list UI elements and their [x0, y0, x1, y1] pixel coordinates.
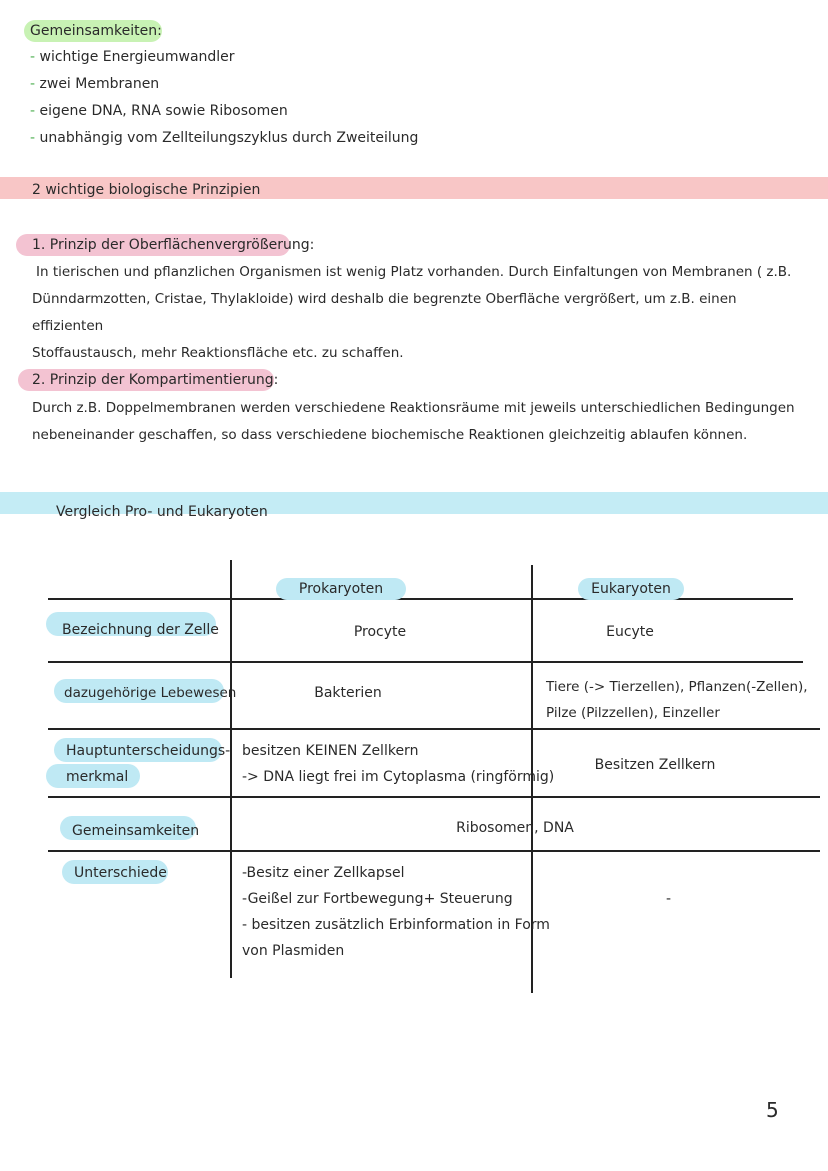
cell-both-gemeinsamkeiten: Ribosomen, DNA — [456, 820, 574, 836]
cell-line: von Plasmiden — [242, 943, 345, 959]
p1-line: Dünndarmzotten, Cristae, Thylakloide) wird deshalb die begrenzte Oberfläche vergrößert, um z.B. einen effizienten — [32, 291, 737, 334]
p2-line: Durch z.B. Doppelmembranen werden verschiedene Reaktionsräume mit jeweils unterschiedlichen Bedingungen — [32, 400, 795, 416]
cell-line: -Geißel zur Fortbewegung+ Steuerung — [242, 891, 513, 907]
col-header-eukaryoten: Eukaryoten — [591, 581, 671, 597]
list-item-text: eigene DNA, RNA sowie Ribosomen — [39, 103, 288, 119]
page-number: 5 — [766, 1098, 779, 1122]
cell-line: Hauptunterscheidungs- — [66, 743, 231, 759]
list-item-text: zwei Membranen — [39, 76, 160, 92]
p1-line: Stoffaustausch, mehr Reaktionsfläche etc. zu schaffen. — [32, 345, 404, 361]
cell-line: -> DNA liegt frei im Cytoplasma (ringförmig) — [242, 769, 555, 785]
cell-eu-hauptmerkmal: Besitzen Zellkern — [594, 757, 716, 773]
p2-heading: 2. Prinzip der Kompartimentierung: — [32, 372, 279, 388]
row-label-lebewesen: dazugehörige Lebewesen — [64, 685, 237, 701]
cell-line: merkmal — [66, 769, 129, 785]
table-rule — [48, 728, 820, 730]
row-label-bezeichnung: Bezeichnung der Zelle — [62, 622, 219, 638]
cell-line: Tiere (-> Tierzellen), Pflanzen(-Zellen), — [546, 679, 808, 695]
cell-line: Pilze (Pilzzellen), Einzeller — [546, 705, 720, 721]
cell-pro-bezeichnung: Procyte — [353, 624, 407, 640]
row-label-gemeinsamkeiten: Gemeinsamkeiten — [72, 823, 200, 839]
bullet: - — [30, 103, 36, 119]
p2-paragraph — [32, 395, 812, 449]
section-title-prinzipien: 2 wichtige biologische Prinzipien — [32, 182, 261, 198]
cell-pro-lebewesen: Bakterien — [314, 685, 382, 701]
table-rule — [48, 661, 803, 663]
list-item-text: wichtige Energieumwandler — [39, 49, 235, 65]
cell-eu-bezeichnung: Eucyte — [606, 624, 654, 640]
list-item — [30, 47, 235, 67]
bullet: - — [30, 49, 36, 65]
p2-line: nebeneinander geschaffen, so dass verschiedene biochemische Reaktionen gleichzeitig ablaufen können. — [32, 427, 748, 443]
cell-line: besitzen KEINEN Zellkern — [242, 743, 419, 759]
p1-line: In tierischen und pflanzlichen Organismen ist wenig Platz vorhanden. Durch Einfaltungen von Membranen ( z.B. — [36, 264, 792, 280]
table-rule — [48, 850, 820, 852]
list-item-text: unabhängig vom Zellteilungszyklus durch Zweiteilung — [39, 130, 419, 146]
p1-paragraph — [32, 259, 812, 367]
cell-eu-lebewesen — [546, 674, 808, 726]
gemeinsamkeiten-heading: Gemeinsamkeiten: — [30, 23, 162, 39]
bullet: - — [30, 130, 36, 146]
row-label-unterschiede: Unterschiede — [74, 865, 167, 881]
p1-heading: 1. Prinzip der Oberflächenvergrößerung: — [32, 237, 315, 253]
cell-pro-unterschiede — [242, 860, 550, 964]
list-item — [30, 74, 159, 94]
table-divider-left — [230, 560, 232, 978]
vergleich-title: Vergleich Pro- und Eukaryoten — [56, 504, 268, 520]
row-label-hauptmerkmal — [66, 738, 230, 790]
list-item — [30, 128, 418, 148]
cell-line: - besitzen zusätzlich Erbinformation in Form — [242, 917, 550, 933]
bullet: - — [30, 76, 36, 92]
cell-eu-unterschiede: - — [666, 891, 672, 907]
cell-pro-hauptmerkmal — [242, 738, 554, 790]
table-rule — [48, 796, 820, 798]
list-item — [30, 101, 288, 121]
cell-line: -Besitz einer Zellkapsel — [242, 865, 405, 881]
col-header-prokaryoten: Prokaryoten — [298, 581, 384, 597]
